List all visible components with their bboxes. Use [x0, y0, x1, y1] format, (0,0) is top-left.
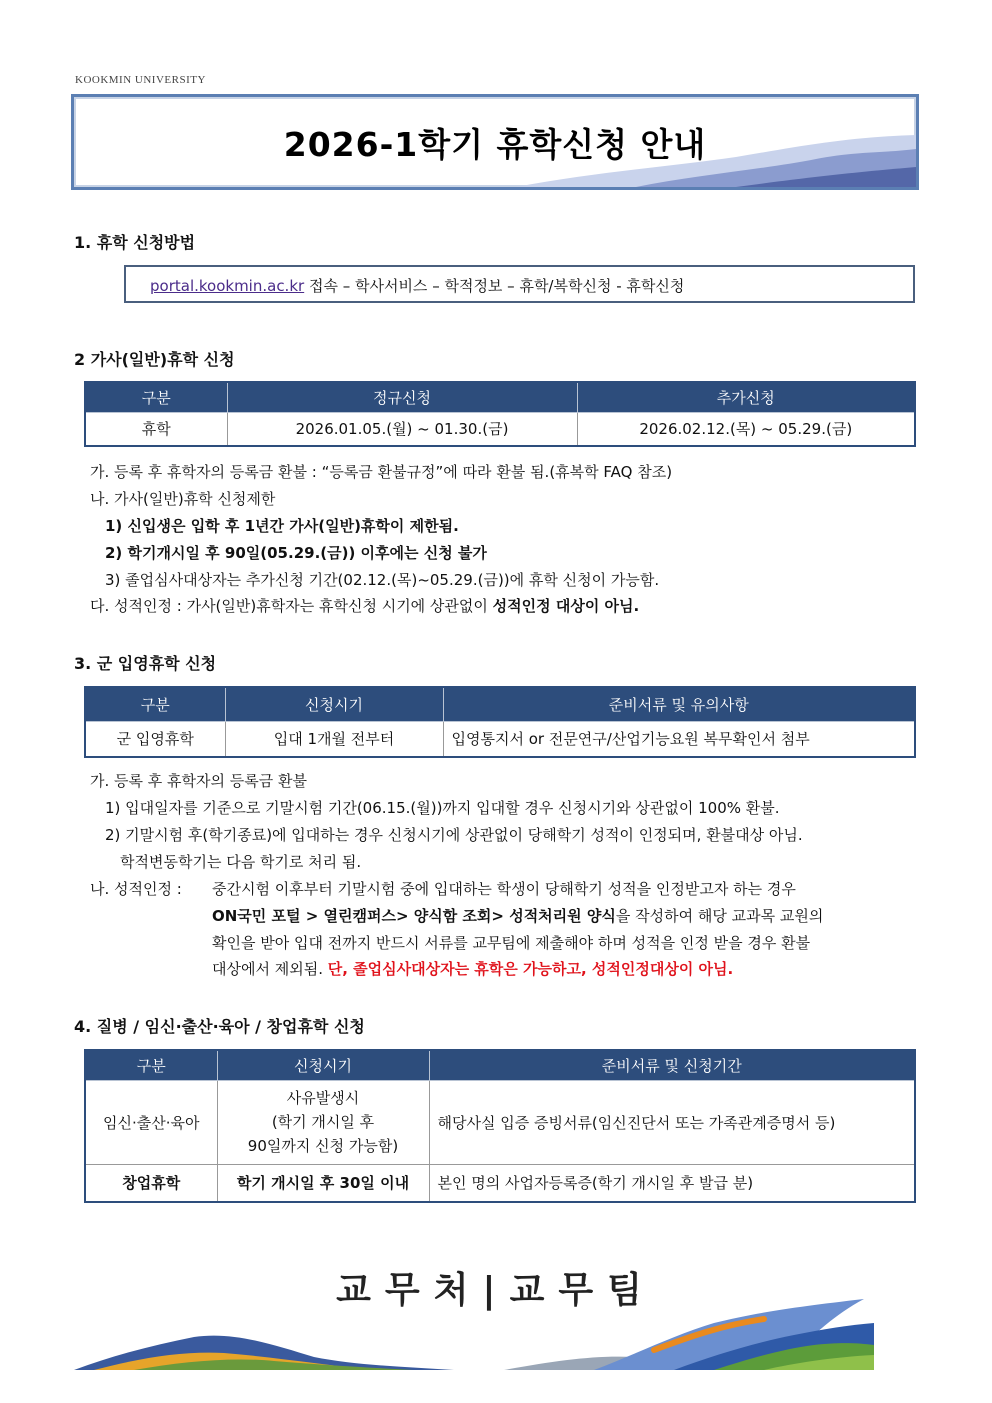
application-path-box — [124, 265, 915, 303]
university-logo-text: KOOKMIN UNIVERSITY — [75, 74, 206, 86]
table-cell: 입영통지서 or 전문연구/산업기능요원 복무확인서 첨부 — [443, 721, 915, 757]
portal-link[interactable]: portal.kookmin.ac.kr — [150, 277, 305, 295]
note-grade-3: 확인을 받아 입대 전까지 반드시 서류를 교무팀에 제출해야 하며 성적을 인정 받을 경우 환불 — [212, 934, 811, 952]
note-grade-recognition — [90, 595, 639, 616]
table-header-row — [85, 687, 915, 721]
table-row — [85, 1164, 915, 1202]
table-cell: 2026.02.12.(목) ~ 05.29.(금) — [577, 412, 915, 446]
note-refund-1: 1) 입대일자를 기준으로 기말시험 기간(06.15.(월))까지 입대할 경우 신청시기와 상관없이 100% 환불. — [105, 799, 780, 817]
note-text: 대상에서 제외됨. — [212, 960, 328, 978]
title-banner — [71, 94, 919, 190]
section-1-heading: 1. 휴학 신청방법 — [74, 233, 196, 252]
table-cell — [217, 1080, 429, 1164]
table-row — [85, 721, 915, 757]
cell-line: (학기 개시일 후 — [271, 1113, 375, 1131]
section-2-heading: 2 가사(일반)휴학 신청 — [74, 350, 235, 369]
note-restriction: 나. 가사(일반)휴학 신청제한 — [90, 490, 276, 508]
warning-text: 단, 졸업심사대상자는 휴학은 가능하고, 성적인정대상이 아님. — [327, 960, 734, 978]
note-grade-2 — [212, 905, 823, 926]
col-header: 신청시기 — [217, 1050, 429, 1080]
note-text: 다. 성적인정 : 가사(일반)휴학자는 휴학신청 시기에 상관없이 — [90, 597, 493, 615]
application-path: 접속 – 학사서비스 – 학적정보 – 휴학/복학신청 - 휴학신청 — [304, 277, 685, 295]
col-header: 추가신청 — [577, 382, 915, 412]
table-row — [85, 1080, 915, 1164]
table-cell: 해당사실 입증 증빙서류(임신진단서 또는 가족관계증명서 등) — [429, 1080, 915, 1164]
note-restriction-1: 1) 신입생은 입학 후 1년간 가사(일반)휴학이 제한됨. — [105, 517, 459, 535]
note-refund-2b: 학적변동학기는 다음 학기로 처리 됨. — [120, 853, 362, 871]
note-restriction-2: 2) 학기개시일 후 90일(05.29.(금)) 이후에는 신청 불가 — [105, 544, 487, 562]
col-header: 구분 — [85, 1050, 217, 1080]
section-3-heading: 3. 군 입영휴학 신청 — [74, 654, 217, 673]
table-cell: 군 입영휴학 — [85, 721, 225, 757]
mountain-landscape-decoration — [74, 1295, 874, 1375]
page-title: 2026-1학기 휴학신청 안내 — [283, 125, 707, 164]
table-header-row — [85, 1050, 915, 1080]
table-header-row — [85, 382, 915, 412]
note-grade-4 — [212, 958, 733, 979]
col-header: 준비서류 및 신청기간 — [429, 1050, 915, 1080]
col-header: 신청시기 — [225, 687, 443, 721]
other-leave-table — [84, 1049, 916, 1203]
form-path: ON국민 포털 > 열린캠퍼스> 양식함 조회> 성적처리원 양식 — [212, 907, 616, 925]
table-cell: 임신·출산·육아 — [85, 1080, 217, 1164]
note-restriction-3: 3) 졸업심사대상자는 추가신청 기간(02.12.(목)~05.29.(금))에 휴학 신청이 가능함. — [105, 571, 660, 589]
table-cell: 휴학 — [85, 412, 227, 446]
col-header: 준비서류 및 유의사항 — [443, 687, 915, 721]
note-refund: 가. 등록 후 휴학자의 등록금 환불 : “등록금 환불규정”에 따라 환불 됨.(휴복학 FAQ 참조) — [90, 463, 673, 481]
note-grade-label: 나. 성적인정 : — [90, 880, 182, 898]
section-4-heading: 4. 질병 / 임신·출산·육아 / 창업휴학 신청 — [74, 1017, 365, 1036]
general-leave-table — [84, 381, 916, 447]
note-emphasis: 성적인정 대상이 아님. — [492, 597, 640, 615]
table-cell: 입대 1개월 전부터 — [225, 721, 443, 757]
table-cell: 2026.01.05.(월) ~ 01.30.(금) — [227, 412, 577, 446]
note-text: 을 작성하여 해당 교과목 교원의 — [615, 907, 824, 925]
col-header: 구분 — [85, 382, 227, 412]
table-row — [85, 412, 915, 446]
col-header: 정규신청 — [227, 382, 577, 412]
cell-line: 사유발생시 — [286, 1089, 360, 1107]
table-cell: 본인 명의 사업자등록증(학기 개시일 후 발급 분) — [429, 1164, 915, 1202]
table-cell: 학기 개시일 후 30일 이내 — [217, 1164, 429, 1202]
note-grade-1: 중간시험 이후부터 기말시험 중에 입대하는 학생이 당해학기 성적을 인정받고자 하는 경우 — [212, 880, 796, 898]
col-header: 구분 — [85, 687, 225, 721]
note-refund: 가. 등록 후 휴학자의 등록금 환불 — [90, 772, 307, 790]
table-cell: 창업휴학 — [85, 1164, 217, 1202]
footer-office-name: 교무처|교무팀 — [336, 1270, 656, 1311]
cell-line: 90일까지 신청 가능함) — [247, 1137, 399, 1155]
note-refund-2: 2) 기말시험 후(학기종료)에 입대하는 경우 신청시기에 상관없이 당해학기 성적이 인정되며, 환불대상 아님. — [105, 826, 803, 844]
military-leave-table — [84, 686, 916, 758]
